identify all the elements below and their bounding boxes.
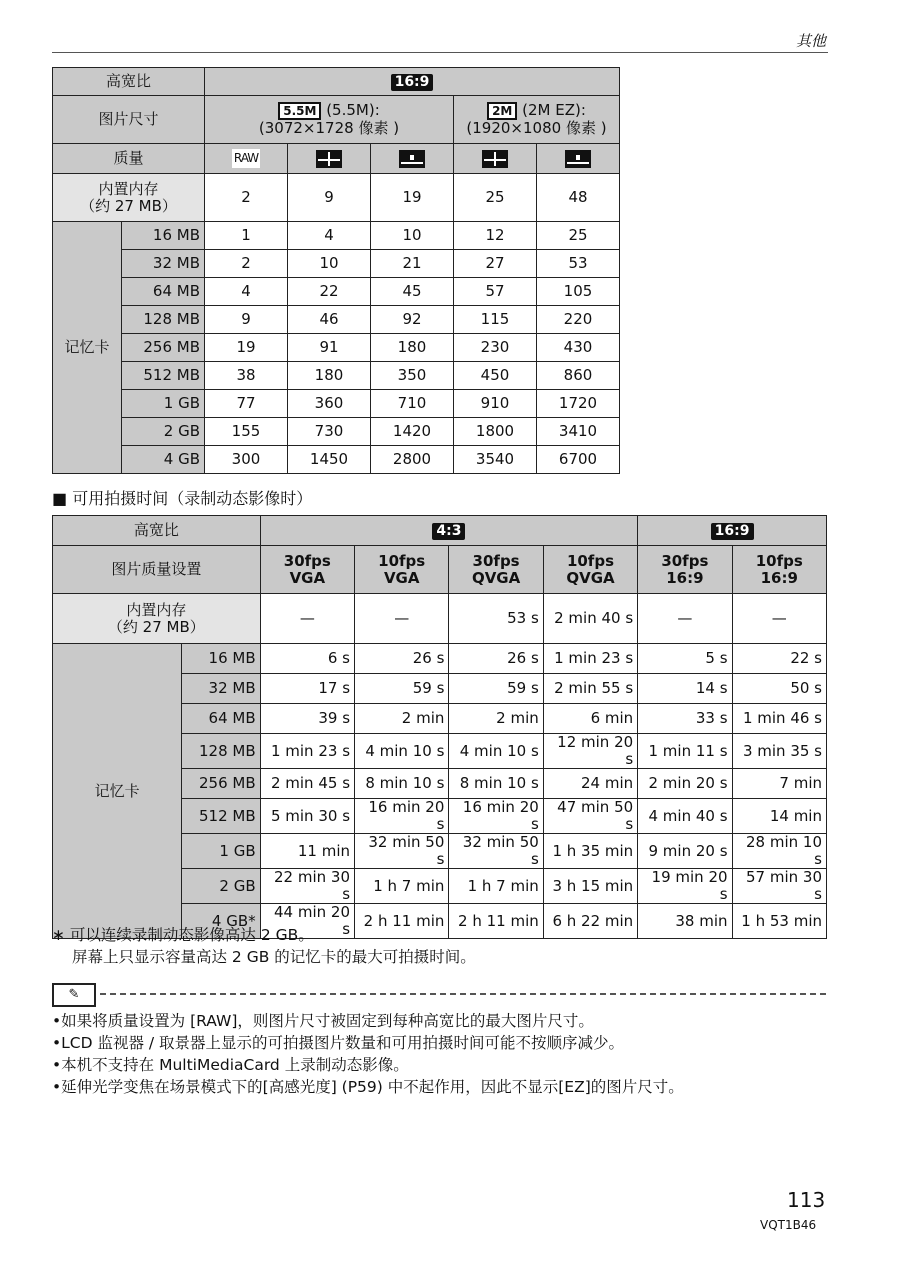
- table-cell: 22 min 30 s: [260, 869, 354, 904]
- card-size: 2 GB: [182, 869, 260, 904]
- table-cell: 19: [371, 174, 454, 222]
- table-cell: 105: [537, 278, 620, 306]
- table-cell: [638, 516, 827, 546]
- table-cell: 1 min 11 s: [638, 734, 732, 769]
- table-cell: 16 min 20 s: [355, 799, 449, 834]
- table-cell: 450: [454, 362, 537, 390]
- table-cell: 32 min 50 s: [449, 834, 543, 869]
- table-cell: 7 min: [732, 769, 826, 799]
- cell-text: QVGA: [471, 568, 521, 587]
- cell-text: 10fps: [378, 551, 426, 570]
- cell-text: （约 27 MB）: [107, 617, 205, 636]
- table-cell: 3410: [537, 418, 620, 446]
- table-cell: 39 s: [260, 704, 354, 734]
- table-cell: 1 min 46 s: [732, 704, 826, 734]
- table-cell: 4 min 40 s: [638, 799, 732, 834]
- notes-list: [52, 1010, 684, 1098]
- table-row: [53, 334, 620, 362]
- table-cell: 57: [454, 278, 537, 306]
- aspect-badge: 16:9: [391, 74, 434, 91]
- table-cell: 8 min 10 s: [355, 769, 449, 799]
- table-cell: 2800: [371, 446, 454, 474]
- table-cell: 9: [205, 306, 288, 334]
- table-row: [53, 222, 620, 250]
- table-cell: 21: [371, 250, 454, 278]
- table-cell: —: [355, 594, 449, 644]
- table-cell: 28 min 10 s: [732, 834, 826, 869]
- table-cell: 48: [537, 174, 620, 222]
- table-cell: 6700: [537, 446, 620, 474]
- table-cell: 2: [205, 174, 288, 222]
- table-row: [53, 418, 620, 446]
- size-row: [53, 96, 620, 144]
- table-cell: [53, 174, 205, 222]
- card-size: 32 MB: [122, 250, 205, 278]
- table-cell: 430: [537, 334, 620, 362]
- cell-text: 16:9: [760, 568, 798, 587]
- card-size: 4 GB*: [182, 904, 260, 939]
- table-cell: 11 min: [260, 834, 354, 869]
- table-cell: [454, 96, 620, 144]
- row-header: 记忆卡: [53, 644, 182, 939]
- table-cell: 2 min 55 s: [543, 674, 637, 704]
- table-cell: [371, 144, 454, 174]
- table-cell: 57 min 30 s: [732, 869, 826, 904]
- table-cell: 53 s: [449, 594, 543, 644]
- table-cell: [638, 546, 732, 594]
- table-cell: 16 min 20 s: [449, 799, 543, 834]
- table-cell: 33 s: [638, 704, 732, 734]
- table-row: [53, 250, 620, 278]
- table-cell: 27: [454, 250, 537, 278]
- table-cell: 4 min 10 s: [449, 734, 543, 769]
- table-cell: 300: [205, 446, 288, 474]
- table-row: [53, 390, 620, 418]
- table-cell: [449, 546, 543, 594]
- table-cell: 14 min: [732, 799, 826, 834]
- table-cell: [543, 546, 637, 594]
- card-size: 256 MB: [122, 334, 205, 362]
- row-header: 质量: [53, 144, 205, 174]
- card-size: 512 MB: [122, 362, 205, 390]
- cell-text: 内置内存: [98, 179, 159, 198]
- table-cell: 360: [288, 390, 371, 418]
- table-cell: [205, 96, 454, 144]
- cell-text: 内置内存: [126, 600, 187, 619]
- table-cell: 1: [205, 222, 288, 250]
- table-cell: [205, 144, 288, 174]
- internal-memory-row: [53, 174, 620, 222]
- table-cell: 44 min 20 s: [260, 904, 354, 939]
- table-cell: 59 s: [355, 674, 449, 704]
- table-cell: 4 min 10 s: [355, 734, 449, 769]
- table-cell: 17 s: [260, 674, 354, 704]
- table-cell: 155: [205, 418, 288, 446]
- table-cell: 25: [454, 174, 537, 222]
- raw-quality-icon: RAW: [232, 149, 260, 168]
- row-header: 图片质量设置: [53, 546, 261, 594]
- table-cell: 22: [288, 278, 371, 306]
- footnote-line: 屏幕上只显示容量高达 2 GB 的记忆卡的最大可拍摄时间。: [72, 948, 476, 966]
- table-cell: [260, 546, 354, 594]
- table-cell: 3 h 15 min: [543, 869, 637, 904]
- cell-text: 16:9: [666, 568, 704, 587]
- note-item: •LCD 监视器 / 取景器上显示的可拍摄图片数量和可用拍摄时间可能不按顺序减少。: [52, 1034, 625, 1052]
- table-cell: 220: [537, 306, 620, 334]
- table-cell: 32 min 50 s: [355, 834, 449, 869]
- table-cell: 1720: [537, 390, 620, 418]
- table-cell: 50 s: [732, 674, 826, 704]
- table-cell: 47 min 50 s: [543, 799, 637, 834]
- card-size: 32 MB: [182, 674, 260, 704]
- table-cell: [454, 144, 537, 174]
- picture-count-table: [52, 67, 620, 474]
- picture-size-icon: 5.5M: [278, 102, 321, 120]
- table-cell: 26 s: [449, 644, 543, 674]
- table-cell: 710: [371, 390, 454, 418]
- table-cell: 22 s: [732, 644, 826, 674]
- cell-text: QVGA: [566, 568, 615, 587]
- cell-text: VGA: [289, 568, 326, 587]
- page-number: 113: [787, 1188, 826, 1212]
- table-cell: 59 s: [449, 674, 543, 704]
- fine-quality-icon: [482, 150, 508, 168]
- card-size: 64 MB: [182, 704, 260, 734]
- table-cell: 1 min 23 s: [260, 734, 354, 769]
- table-cell: 45: [371, 278, 454, 306]
- table-row: [53, 446, 620, 474]
- table-cell: 115: [454, 306, 537, 334]
- aspect-row: [53, 516, 827, 546]
- table-cell: 2: [205, 250, 288, 278]
- card-size: 512 MB: [182, 799, 260, 834]
- table-cell: 4: [288, 222, 371, 250]
- document-code: VQT1B46: [760, 1218, 817, 1232]
- table-cell: 1450: [288, 446, 371, 474]
- table-cell: 53: [537, 250, 620, 278]
- note-item: •如果将质量设置为 [RAW]，则图片尺寸被固定到每种高宽比的最大图片尺寸。: [52, 1012, 594, 1030]
- standard-quality-icon: [399, 150, 425, 168]
- table-cell: 2 h 11 min: [449, 904, 543, 939]
- cell-text: (1920×1080 像素 ): [466, 119, 607, 137]
- table-cell: 860: [537, 362, 620, 390]
- quality-row: [53, 144, 620, 174]
- aspect-badge: 16:9: [711, 523, 754, 540]
- table-cell: 77: [205, 390, 288, 418]
- table-cell: 9: [288, 174, 371, 222]
- table-cell: 3540: [454, 446, 537, 474]
- card-size: 1 GB: [122, 390, 205, 418]
- header-rule: [52, 52, 828, 53]
- card-size: 128 MB: [122, 306, 205, 334]
- table-cell: 5 min 30 s: [260, 799, 354, 834]
- table-cell: —: [638, 594, 732, 644]
- card-size: 2 GB: [122, 418, 205, 446]
- table-cell: 10: [288, 250, 371, 278]
- cell-text: 30fps: [283, 551, 331, 570]
- table-cell: 2 h 11 min: [355, 904, 449, 939]
- table-cell: —: [260, 594, 354, 644]
- dashed-divider: [100, 993, 826, 995]
- table-cell: [205, 68, 620, 96]
- table-cell: 92: [371, 306, 454, 334]
- table-cell: 19 min 20 s: [638, 869, 732, 904]
- table-cell: 350: [371, 362, 454, 390]
- table-cell: [732, 546, 826, 594]
- table-cell: 25: [537, 222, 620, 250]
- table-cell: 12: [454, 222, 537, 250]
- table-cell: 2 min 40 s: [543, 594, 637, 644]
- note-item: •延伸光学变焦在场景模式下的[高感光度] (P59) 中不起作用，因此不显示[EZ]的图片尺寸。: [52, 1078, 684, 1096]
- cell-text: 30fps: [661, 551, 709, 570]
- table-cell: 1420: [371, 418, 454, 446]
- table-cell: 1 h 35 min: [543, 834, 637, 869]
- memo-icon: ✎: [52, 983, 96, 1007]
- row-header: 图片尺寸: [53, 96, 205, 144]
- table-cell: 730: [288, 418, 371, 446]
- table-cell: 1800: [454, 418, 537, 446]
- footnote: [52, 924, 476, 968]
- table-cell: 6 h 22 min: [543, 904, 637, 939]
- table-cell: 8 min 10 s: [449, 769, 543, 799]
- table-cell: 1 h 7 min: [355, 869, 449, 904]
- card-size: 16 MB: [182, 644, 260, 674]
- cell-text: (5.5M):: [326, 101, 380, 119]
- note-item: •本机不支持在 MultiMediaCard 上录制动态影像。: [52, 1056, 409, 1074]
- card-size: 16 MB: [122, 222, 205, 250]
- table-cell: 1 min 23 s: [543, 644, 637, 674]
- table-cell: [53, 594, 261, 644]
- cell-text: VGA: [383, 568, 420, 587]
- table-cell: 10: [371, 222, 454, 250]
- table-cell: 1 h 7 min: [449, 869, 543, 904]
- standard-quality-icon: [565, 150, 591, 168]
- table-cell: 6 s: [260, 644, 354, 674]
- cell-text: 10fps: [755, 551, 803, 570]
- table-cell: [260, 516, 638, 546]
- table-cell: 2 min: [449, 704, 543, 734]
- cell-text: 10fps: [566, 551, 615, 570]
- table-cell: 14 s: [638, 674, 732, 704]
- table-cell: 2 min 20 s: [638, 769, 732, 799]
- table-cell: 6 min: [543, 704, 637, 734]
- table-cell: 3 min 35 s: [732, 734, 826, 769]
- table-cell: 46: [288, 306, 371, 334]
- cell-text: 30fps: [472, 551, 520, 570]
- table-cell: [355, 546, 449, 594]
- fine-quality-icon: [316, 150, 342, 168]
- table-cell: 5 s: [638, 644, 732, 674]
- table-row: [53, 278, 620, 306]
- card-size: 1 GB: [182, 834, 260, 869]
- table-cell: 38: [205, 362, 288, 390]
- recording-time-table: [52, 515, 827, 939]
- table-cell: 26 s: [355, 644, 449, 674]
- table-cell: 180: [288, 362, 371, 390]
- table-cell: 180: [371, 334, 454, 362]
- table-row: [53, 306, 620, 334]
- table-cell: 19: [205, 334, 288, 362]
- section-title: ■ 可用拍摄时间（录制动态影像时）: [52, 489, 313, 508]
- quality-row: [53, 546, 827, 594]
- table-cell: 910: [454, 390, 537, 418]
- table-row: [53, 362, 620, 390]
- picture-size-icon: 2M: [487, 102, 517, 120]
- row-header: 高宽比: [53, 68, 205, 96]
- cell-text: (2M EZ):: [522, 101, 586, 119]
- card-size: 128 MB: [182, 734, 260, 769]
- table-row: [53, 644, 827, 674]
- table-cell: 12 min 20 s: [543, 734, 637, 769]
- table-cell: 2 min: [355, 704, 449, 734]
- cell-text: (3072×1728 像素 ): [258, 119, 400, 137]
- section-header: 其他: [795, 32, 826, 50]
- table-cell: 38 min: [638, 904, 732, 939]
- internal-memory-row: [53, 594, 827, 644]
- aspect-badge: 4:3: [432, 523, 465, 540]
- table-cell: [537, 144, 620, 174]
- table-cell: 2 min 45 s: [260, 769, 354, 799]
- table-cell: 24 min: [543, 769, 637, 799]
- cell-text: （约 27 MB）: [80, 196, 177, 215]
- table-cell: 4: [205, 278, 288, 306]
- card-size: 4 GB: [122, 446, 205, 474]
- row-header: 记忆卡: [53, 222, 122, 474]
- table-cell: 9 min 20 s: [638, 834, 732, 869]
- table-cell: [288, 144, 371, 174]
- table-cell: —: [732, 594, 826, 644]
- row-header: 高宽比: [53, 516, 261, 546]
- card-size: 64 MB: [122, 278, 205, 306]
- aspect-row: [53, 68, 620, 96]
- table-cell: 1 h 53 min: [732, 904, 826, 939]
- footnote-line: ∗ 可以连续录制动态影像高达 2 GB。: [52, 926, 314, 944]
- table-cell: 230: [454, 334, 537, 362]
- table-cell: 91: [288, 334, 371, 362]
- card-size: 256 MB: [182, 769, 260, 799]
